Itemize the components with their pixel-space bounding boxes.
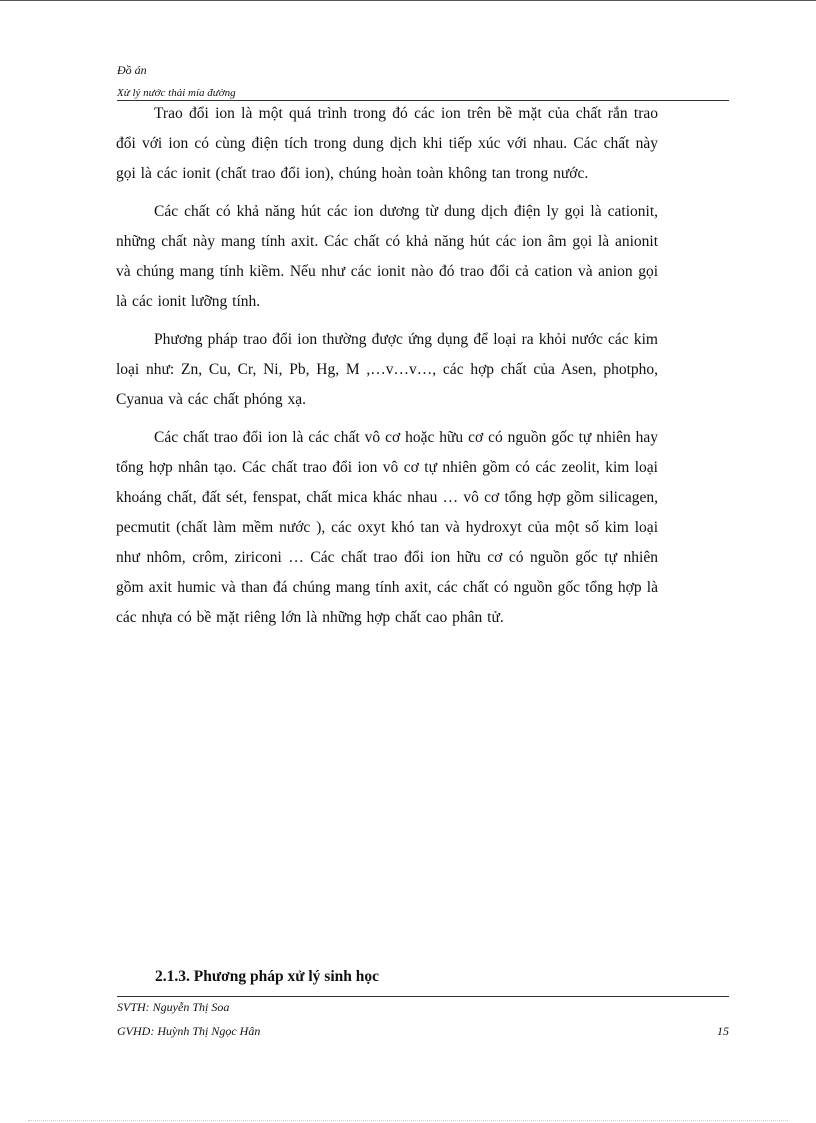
header-subtitle: Xử lý nước thải mía đường	[117, 87, 236, 99]
page-number: 15	[717, 1024, 729, 1038]
footer-student: SVTH: Nguyễn Thị Soa	[117, 1000, 230, 1014]
footer-advisor: GVHD: Huỳnh Thị Ngọc Hân	[117, 1024, 261, 1038]
paragraph-ion-exchange-definition: Trao đổi ion là một quá trình trong đó các ion trên bề mặt của chất rắn trao đổi với ion có cùng điện tích trong dung dịch khi tiếp xúc với nhau. Các chất này gọi là các ionit (chất trao đổi ion), chúng hoàn toàn không tan trong nước.	[116, 105, 658, 182]
page-footer	[117, 999, 729, 1047]
paragraph-ion-exchangers: Các chất trao đổi ion là các chất vô cơ hoặc hữu cơ có nguồn gốc tự nhiên hay tổng hợp nhân tạo. Các chất trao đổi ion vô cơ tự nhiên gồm có các zeolit, kim loại khoáng chất, đất sét, fenspat, chất mica khác nhau … vô cơ tổng hợp gồm silicagen, pecmutit (chất làm mềm nước ), các oxyt khó tan và hydroxyt của một số kim loại như nhôm, crôm, ziriconi … Các chất trao đổi ion hữu cơ có nguồn gốc tự nhiên gồm axit humic và than đá chúng mang tính axit, các chất có nguồn gốc tổng hợp là các nhựa có bề mặt riêng lớn là những hợp chất cao phân tử.	[116, 429, 658, 626]
footer-student-row	[117, 999, 729, 1023]
page-top-border	[0, 0, 816, 1]
footer-advisor-row	[117, 1023, 729, 1047]
document-body	[116, 99, 658, 633]
header-title: Đồ án	[117, 63, 147, 77]
paragraph-cationit-anionit: Các chất có khả năng hút các ion dương từ dung dịch điện ly gọi là cationit, những chất này mang tính axit. Các chất có khả năng hút các ion âm gọi là anionit và chúng mang tính kiềm. Nếu như các ionit nào đó trao đổi cả cation và anion gọi là các ionit lưỡng tính.	[116, 203, 658, 310]
page-bottom-dotted-border	[28, 1120, 788, 1121]
page-header	[117, 62, 729, 100]
section-heading: 2.1.3. Phương pháp xử lý sinh học	[155, 968, 380, 985]
footer-divider	[117, 996, 729, 997]
paragraph-applications: Phương pháp trao đổi ion thường được ứng dụng để loại ra khỏi nước các kim loại như: Zn, Cu, Cr, Ni, Pb, Hg, M ,…v…v…, các hợp chất của Asen, photpho, Cyanua và các chất phóng xạ.	[116, 331, 658, 408]
